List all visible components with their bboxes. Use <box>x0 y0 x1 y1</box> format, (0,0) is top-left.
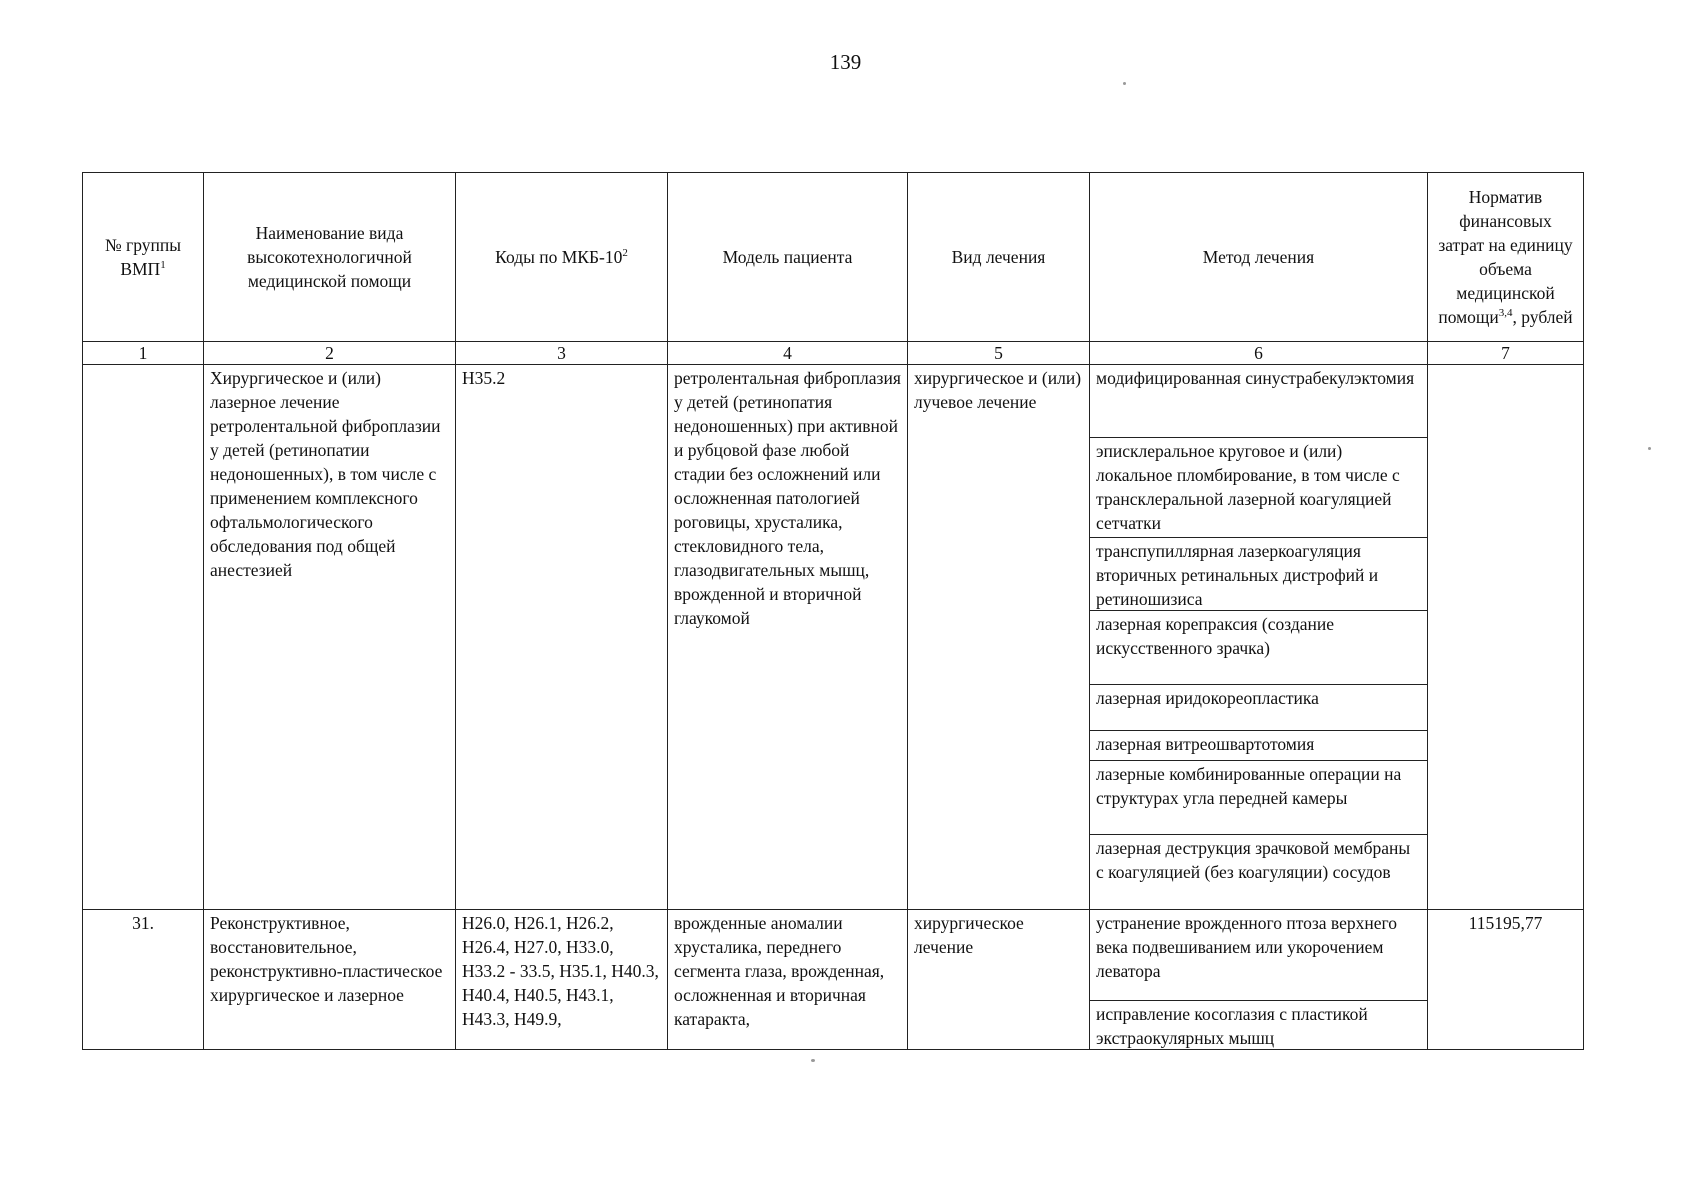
table-row <box>83 365 1584 910</box>
cost-cell: 115195,77 <box>1428 910 1584 1050</box>
treatment-method-item: лазерная корепраксия (создание искусственного зрачка) <box>1090 611 1427 685</box>
header-cost-norm-label: Норматив финансовых затрат на единицу объема медицинской помощи <box>1438 187 1573 327</box>
table-header-row <box>83 173 1584 342</box>
header-patient-model: Модель пациента <box>668 173 908 342</box>
page-number: 139 <box>829 50 862 74</box>
header-treatment-method: Метод лечения <box>1090 173 1428 342</box>
care-name-cell: Хирургическое и (или) лазерное лечение ретролентальной фиброплазии у детей (ретинопатии недоношенных), в том числе с применением комплексного офтальмологического обследования под общей анестезией <box>204 365 456 910</box>
column-number: 5 <box>908 342 1090 365</box>
treatment-method-item: модифицированная синустрабекулэктомия <box>1090 365 1427 438</box>
header-icd-codes <box>456 173 668 342</box>
header-icd-codes-label: Коды по МКБ-10 <box>495 247 623 267</box>
icd-codes-cell: H35.2 <box>456 365 668 910</box>
header-cost-norm-unit: , рублей <box>1512 307 1573 327</box>
header-care-name: Наименование вида высокотехнологичной медицинской помощи <box>204 173 456 342</box>
header-group-number-line1: № группы <box>104 235 181 255</box>
icd-codes-cell: H26.0, H26.1, H26.2, H26.4, H27.0, H33.0, H33.2 - 33.5, H35.1, H40.3, H40.4, H40.5, H43.1, H43.3, H49.9, <box>456 910 668 1050</box>
scan-speck <box>811 1059 815 1062</box>
treatment-methods-cell <box>1090 910 1428 1050</box>
treatment-method-item: лазерные комбинированные операции на структурах угла передней камеры <box>1090 761 1427 835</box>
column-number: 6 <box>1090 342 1428 365</box>
care-name-cell: Реконструктивное, восстановительное, реконструктивно-пластическое хирургическое и лазерное <box>204 910 456 1050</box>
header-group-number-line2: ВМП <box>120 259 161 279</box>
footnote-2-marker: 2 <box>622 247 628 260</box>
group-number-cell <box>83 365 204 910</box>
header-group-number <box>83 173 204 342</box>
treatment-method-item: исправление косоглазия с пластикой экстраокулярных мышц <box>1096 1004 1368 1048</box>
treatment-method-item: эписклеральное круговое и (или) локальное пломбирование, в том числе с трансклеральной лазерной коагуляцией сетчатки <box>1090 438 1427 538</box>
treatment-type-cell: хирургическое лечение <box>908 910 1090 1050</box>
patient-model-cell: ретролентальная фиброплазия у детей (ретинопатия недоношенных) при активной и рубцовой фазе любой стадии без осложнений или осложненная патологией роговицы, хрусталика, стекловидного тела, глазодвигательных мышц, врожденной и вторичной глаукомой <box>668 365 908 910</box>
treatment-type-cell: хирургическое и (или) лучевое лечение <box>908 365 1090 910</box>
cost-cell <box>1428 365 1584 910</box>
table-row <box>83 910 1584 1050</box>
header-treatment-type: Вид лечения <box>908 173 1090 342</box>
column-number: 7 <box>1428 342 1584 365</box>
footnote-3-4-marker: 3,4 <box>1498 307 1513 320</box>
patient-model-cell: врожденные аномалии хрусталика, переднего сегмента глаза, врожденная, осложненная и вторичная катаракта, <box>668 910 908 1050</box>
footnote-1-marker: 1 <box>160 259 166 272</box>
scan-speck <box>1123 82 1126 85</box>
column-number: 3 <box>456 342 668 365</box>
column-number: 1 <box>83 342 204 365</box>
vmp-table <box>82 172 1584 1050</box>
column-number: 4 <box>668 342 908 365</box>
treatment-method-item: устранение врожденного птоза верхнего века подвешиванием или укорочением леватора <box>1090 910 1427 1001</box>
treatment-methods-cell <box>1090 365 1428 910</box>
treatment-method-item: лазерная иридокореопластика <box>1090 685 1427 731</box>
column-number: 2 <box>204 342 456 365</box>
treatment-method-item: транспупиллярная лазеркоагуляция вторичных ретинальных дистрофий и ретиношизиса <box>1090 538 1427 611</box>
group-number-cell: 31. <box>83 910 204 1050</box>
column-number-row <box>83 342 1584 365</box>
scan-speck <box>1648 447 1651 450</box>
treatment-method-item: лазерная витреошвартотомия <box>1090 731 1427 761</box>
treatment-method-item: лазерная деструкция зрачковой мембраны с коагуляцией (без коагуляции) сосудов <box>1096 838 1411 882</box>
header-cost-norm <box>1428 173 1584 342</box>
